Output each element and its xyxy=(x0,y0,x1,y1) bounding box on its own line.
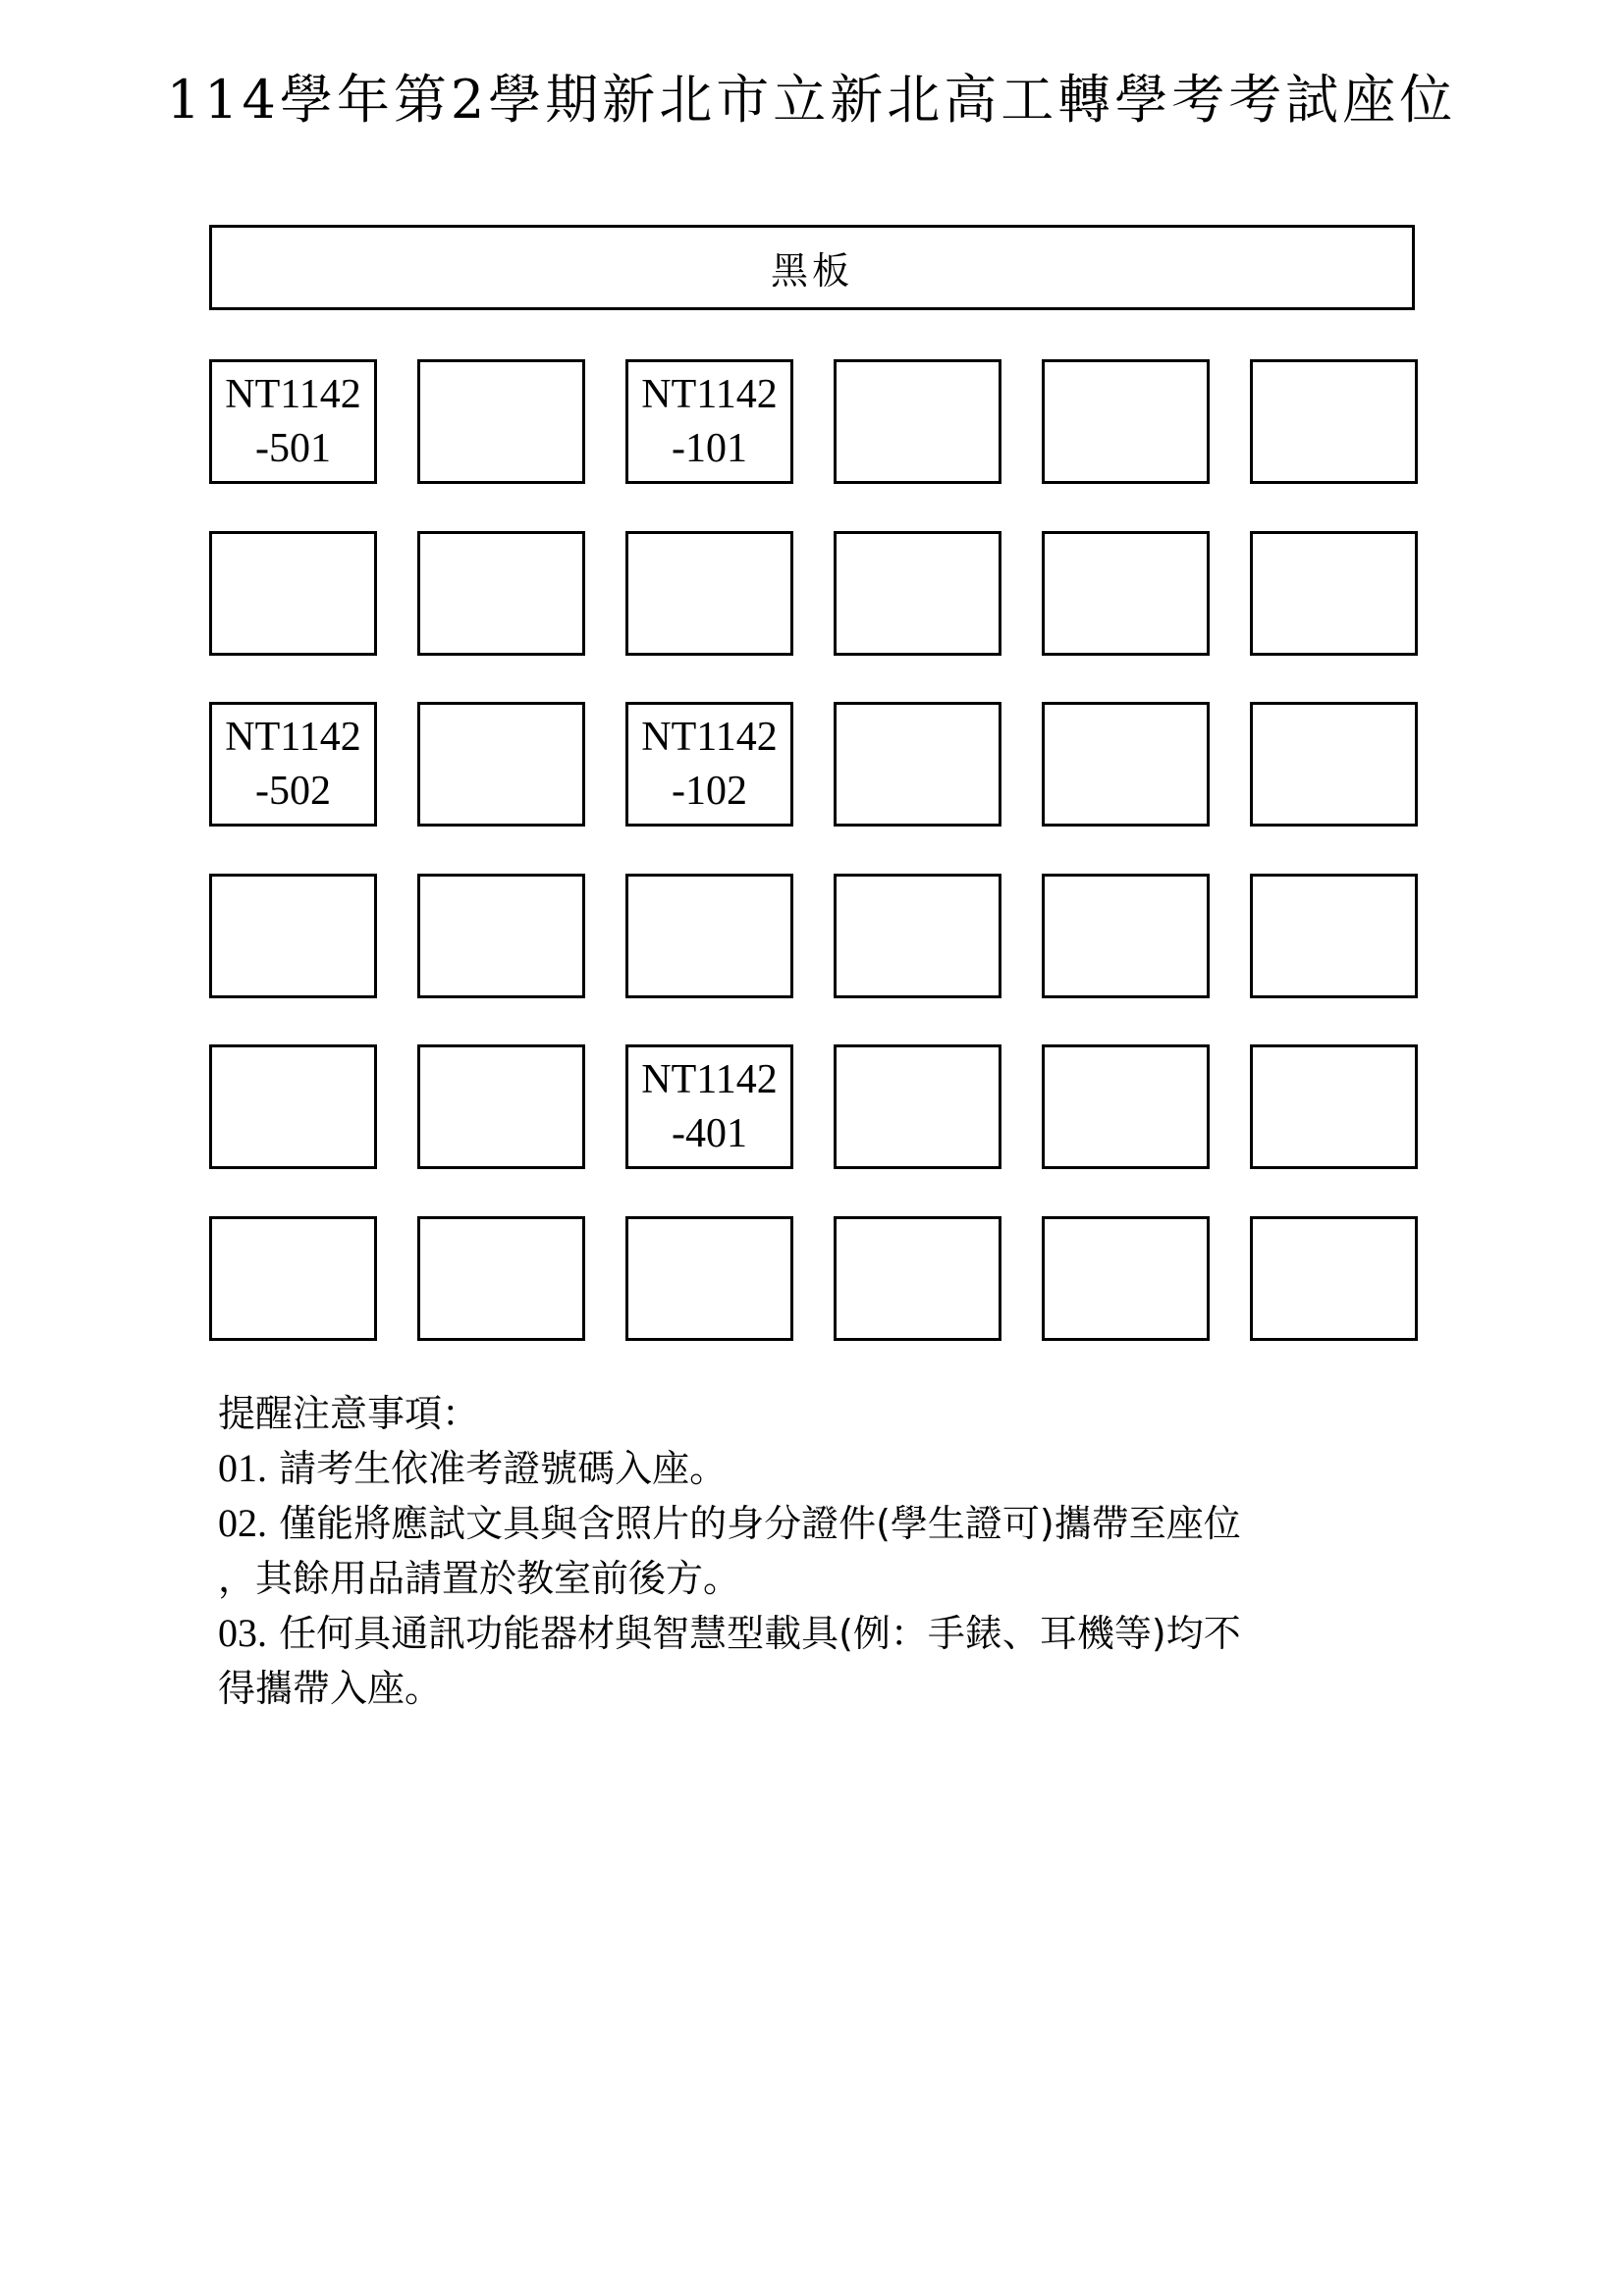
seat-label-line: NT1142 xyxy=(641,1056,778,1102)
seat-r5-c6 xyxy=(1250,1044,1418,1169)
seat-r2-c3 xyxy=(625,531,793,656)
seat-r5-c2 xyxy=(417,1044,585,1169)
seat-r3-c2 xyxy=(417,702,585,827)
seat-label-line: NT1142 xyxy=(225,371,361,417)
note-line xyxy=(218,1441,1426,1496)
seat-r4-c1 xyxy=(209,874,377,998)
seat-r1-c5 xyxy=(1042,359,1210,484)
seat-r5-c5 xyxy=(1042,1044,1210,1169)
seat-r2-c5 xyxy=(1042,531,1210,656)
seat-grid xyxy=(209,359,1417,1340)
seat-label-line: -101 xyxy=(672,425,747,471)
note-text: ，其餘用品請置於教室前後方。 xyxy=(218,1557,741,1600)
seat-r6-c4 xyxy=(834,1216,1001,1341)
blackboard-label: 黑板 xyxy=(770,249,853,293)
note-line xyxy=(218,1551,1426,1606)
seat-r5-c1 xyxy=(209,1044,377,1169)
seat-r6-c6 xyxy=(1250,1216,1418,1341)
seat-r4-c2 xyxy=(417,874,585,998)
seat-r2-c1 xyxy=(209,531,377,656)
seat-r6-c3 xyxy=(625,1216,793,1341)
seat-r6-c2 xyxy=(417,1216,585,1341)
note-number: 02. xyxy=(218,1501,267,1545)
seat-r2-c6 xyxy=(1250,531,1418,656)
seat-r4-c4 xyxy=(834,874,1001,998)
note-text: 請考生依准考證號碼入座。 xyxy=(267,1447,728,1490)
notes-heading: 提醒注意事項： xyxy=(218,1392,480,1435)
seat-r3-c3 xyxy=(625,702,793,827)
note-text: 得攜帶入座。 xyxy=(218,1667,443,1710)
note-line xyxy=(218,1661,1426,1716)
note-number: 03. xyxy=(218,1611,267,1655)
seat-label-line: -401 xyxy=(672,1110,747,1156)
seat-r1-c4 xyxy=(834,359,1001,484)
seat-r1-c3 xyxy=(625,359,793,484)
seat-label-line: -102 xyxy=(672,768,747,814)
seat-r1-c2 xyxy=(417,359,585,484)
seat-label-line: NT1142 xyxy=(641,714,778,760)
seat-r6-c1 xyxy=(209,1216,377,1341)
seat-r4-c5 xyxy=(1042,874,1210,998)
note-line xyxy=(218,1496,1426,1551)
seat-r1-c6 xyxy=(1250,359,1418,484)
seat-label-line: -502 xyxy=(255,768,331,814)
seat-r2-c2 xyxy=(417,531,585,656)
seat-r4-c3 xyxy=(625,874,793,998)
blackboard xyxy=(209,225,1415,310)
seat-r3-c4 xyxy=(834,702,1001,827)
seat-r5-c3 xyxy=(625,1044,793,1169)
note-number: 01. xyxy=(218,1446,267,1490)
note-text: 任何具通訊功能器材與智慧型載具(例：手錶、耳機等)均不 xyxy=(267,1612,1241,1655)
seat-r2-c4 xyxy=(834,531,1001,656)
seat-r5-c4 xyxy=(834,1044,1001,1169)
seat-label-line: NT1142 xyxy=(225,714,361,760)
seat-r1-c1 xyxy=(209,359,377,484)
seat-r3-c5 xyxy=(1042,702,1210,827)
notes-section xyxy=(218,1386,1426,1716)
seat-r3-c1 xyxy=(209,702,377,827)
seat-r6-c5 xyxy=(1042,1216,1210,1341)
seat-r3-c6 xyxy=(1250,702,1418,827)
seat-r4-c6 xyxy=(1250,874,1418,998)
page-title: 114學年第2學期新北市立新北高工轉學考考試座位 xyxy=(166,69,1457,131)
seat-label-line: NT1142 xyxy=(641,371,778,417)
notes-list xyxy=(218,1441,1426,1716)
seat-label-line: -501 xyxy=(255,425,331,471)
note-line xyxy=(218,1606,1426,1661)
note-text: 僅能將應試文具與含照片的身分證件(學生證可)攜帶至座位 xyxy=(267,1502,1241,1545)
